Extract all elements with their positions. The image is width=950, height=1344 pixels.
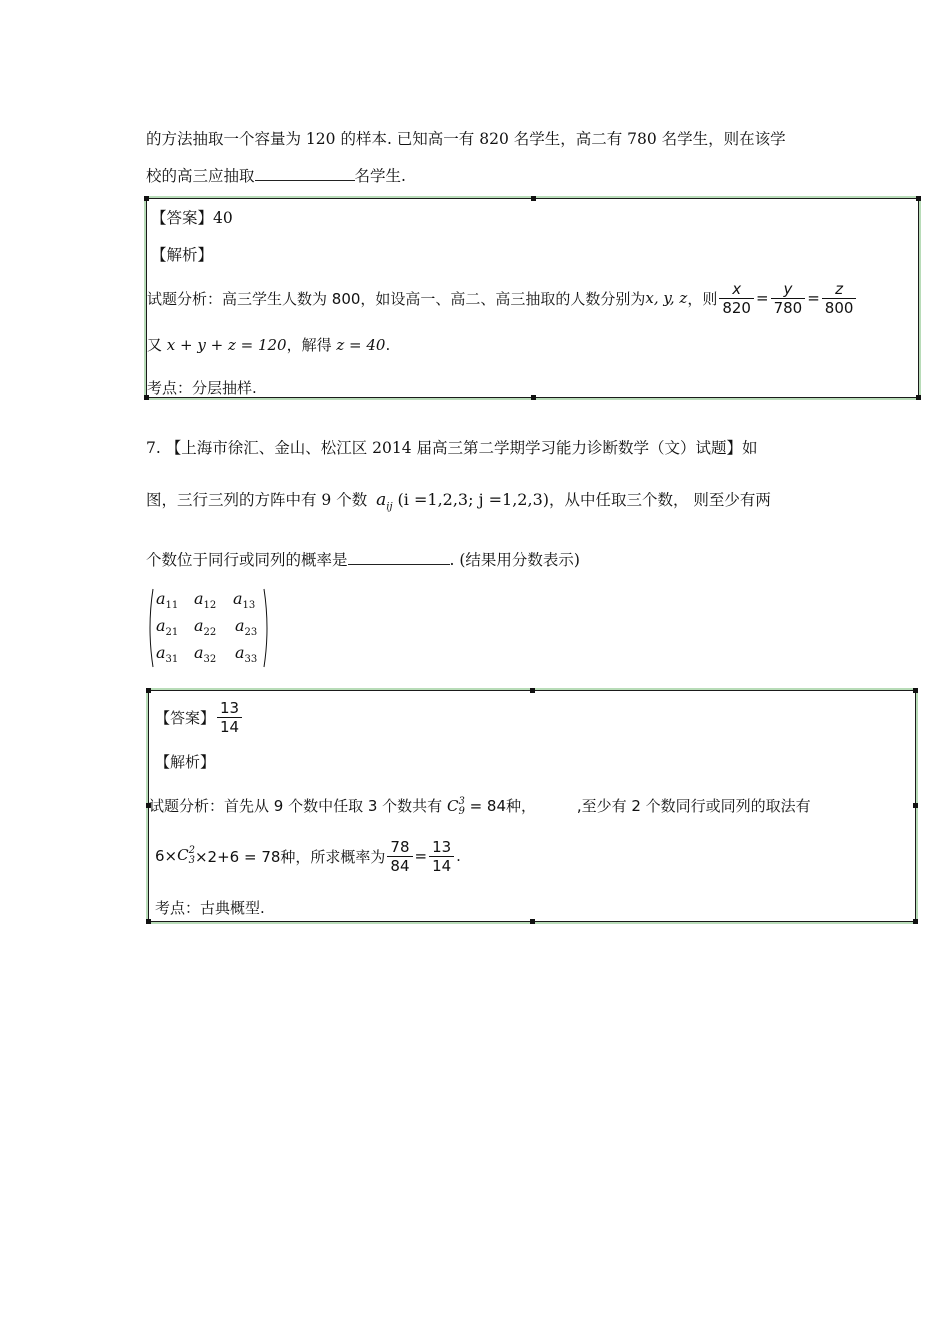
matrix-cell: $a_{12}$ [194, 589, 217, 612]
question-text-line-1: 的方法抽取一个容量为 120 的样本. 已知高一有 820 名学生，高二有 780 名学生，则在该学 [146, 130, 786, 148]
question-text-part: 校的高三应抽取 [146, 167, 255, 185]
analysis-text: ，则 [687, 289, 718, 308]
a-ij: $a_{ij}$ [376, 490, 393, 513]
answer-label: 【答案】 [155, 708, 216, 727]
combination-c32: C 2 3 [177, 845, 195, 866]
analysis-text: 试题分析：高三学生人数为 800，如设高一、高二、高三抽取的人数分别为 [147, 289, 646, 308]
resize-handle[interactable] [531, 196, 536, 201]
fraction-78-84: $\frac{78}{84}$ [387, 838, 412, 875]
resize-handle[interactable] [913, 803, 918, 808]
question-text-part: 名学生. [354, 167, 406, 185]
matrix-cell: $a_{13}$ [233, 589, 256, 612]
resize-handle[interactable] [916, 196, 921, 201]
answer-label: 【答案】 [151, 209, 214, 227]
right-paren [263, 588, 271, 668]
analysis-label: 【解析】 [155, 753, 216, 771]
answer-blank [255, 165, 355, 181]
resize-handle[interactable] [913, 688, 918, 693]
analysis-line-1: 试题分析：高三学生人数为 800，如设高一、高二、高三抽取的人数分别为 x, y, z ，则 $\frac{x}{820}$ = $\frac{y}{780}$ = $\frac{z}{800}$ [147, 275, 858, 321]
answer-row [155, 695, 244, 739]
matrix-cell: $a_{23}$ [235, 616, 258, 639]
answer-blank [348, 549, 450, 565]
kaodian-line: 考点：分层抽样. [147, 379, 257, 397]
question-text-line-2 [146, 164, 406, 186]
resize-handle[interactable] [913, 919, 918, 924]
index-condition: (i =1,2,3; j =1,2,3) [397, 490, 549, 509]
solution: z = 40 [336, 336, 386, 354]
variables: x, y, z [645, 289, 688, 307]
resize-handle[interactable] [146, 688, 151, 693]
fraction-z-800: $\frac{z}{800}$ [822, 280, 857, 317]
resize-handle[interactable] [146, 919, 151, 924]
matrix-cell: $a_{11}$ [156, 589, 179, 612]
answer-row [151, 206, 233, 228]
fraction-13-14: $\frac{13}{14}$ [429, 838, 454, 875]
left-paren [146, 588, 154, 668]
resize-handle[interactable] [530, 688, 535, 693]
matrix-3x3 [146, 588, 271, 668]
analysis-line-2: 6× C 2 3 ×2+6 = 78种，所求概率为 $\frac{78}{84}$ = $\frac{13}{14}$ . [155, 837, 461, 875]
resize-handle[interactable] [916, 395, 921, 400]
equation: x + y + z = 120 [166, 336, 287, 354]
kaodian-line: 考点：古典概型. [155, 899, 265, 917]
matrix-cell: $a_{22}$ [194, 616, 217, 639]
answer-fraction: $\frac{13}{14}$ [217, 699, 242, 736]
resize-handle[interactable] [531, 395, 536, 400]
fraction-x-820: $\frac{x}{820}$ [719, 280, 754, 317]
question7-line-3: 个数位于同行或同列的概率是 . (结果用分数表示) [146, 551, 580, 569]
matrix-cell: $a_{33}$ [235, 643, 258, 666]
resize-handle[interactable] [530, 919, 535, 924]
matrix-cell: $a_{32}$ [194, 643, 217, 666]
resize-handle[interactable] [144, 196, 149, 201]
question7-line-2: 图，三行三列的方阵中有 9 个数 $a_{ij}$ (i =1,2,3; j =1,2,3)，从中任取三个数， 则至少有两 [146, 490, 771, 513]
answer-box-1 [146, 198, 919, 398]
analysis-line-1: 试题分析：首先从 9 个数中任取 3 个数共有 C 3 9 = 84种， ,至少有 2 个数同行或同列的取法有 [149, 796, 811, 817]
analysis-line-2: 又 x + y + z = 120，解得 z = 40. [147, 336, 391, 354]
question7-line-1: 7. 【上海市徐汇、金山、松江区 2014 届高三第二学期学习能力诊断数学（文）试题】如 [146, 439, 758, 457]
analysis-label: 【解析】 [151, 246, 214, 264]
answer-value: 40 [213, 209, 233, 227]
fraction-y-780: $\frac{y}{780}$ [771, 280, 806, 317]
matrix-cell: $a_{31}$ [156, 643, 179, 666]
matrix-cell: $a_{21}$ [156, 616, 179, 639]
combination-c93: C 3 9 [446, 796, 465, 817]
answer-box-2 [148, 690, 916, 922]
